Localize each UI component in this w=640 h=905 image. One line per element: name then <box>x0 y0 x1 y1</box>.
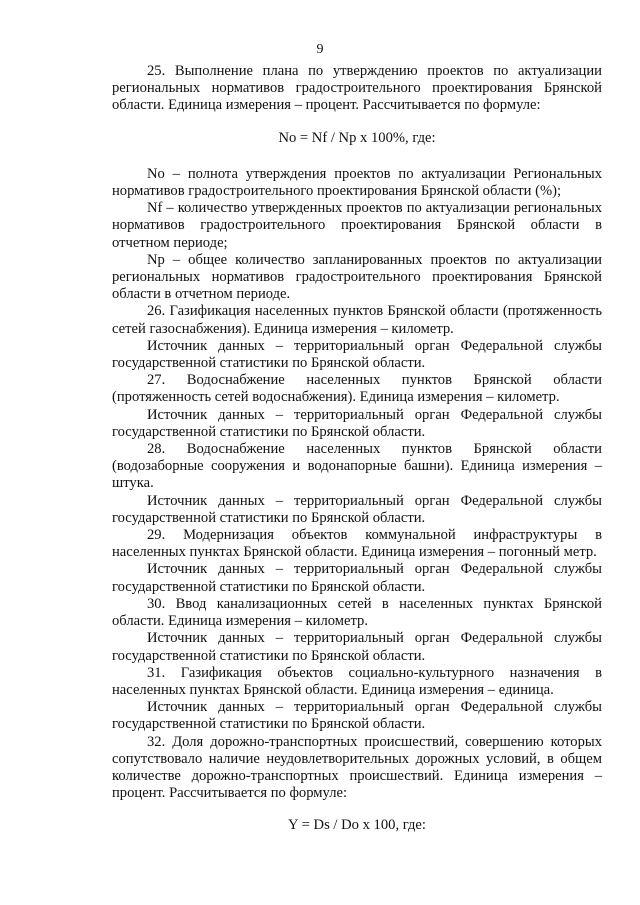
source-30: Источник данных – территориальный орган Федеральной службы государственной статистики по Брянской области. <box>112 630 602 664</box>
formula-no: No = Nf / Np x 100%, где: <box>278 129 436 146</box>
source-29: Источник данных – территориальный орган Федеральной службы государственной статистики по Брянской области. <box>112 561 602 595</box>
source-27: Источник данных – территориальный орган Федеральной службы государственной статистики по Брянской области. <box>112 406 602 440</box>
source-26: Источник данных – территориальный орган Федеральной службы государственной статистики по Брянской области. <box>112 337 602 372</box>
paragraph-30: 30. Ввод канализационных сетей в населенных пунктах Брянской области. Единица измерения – километр. <box>112 595 602 630</box>
paragraph-25: 25. Выполнение плана по утверждению проектов по актуализации региональных нормативов градостроительного проектирования Брянской области. Единица измерения – процент. Рассчитывается по формуле: <box>112 63 602 114</box>
paragraph-29: 29. Модернизация объектов коммунальной инфраструктуры в населенных пунктах Брянской области. Единица измерения – погонный метр. <box>112 527 602 561</box>
paragraph-27: 27. Водоснабжение населенных пунктов Брянской области (протяженность сетей водоснабжения). Единица измерения – километр. <box>112 372 602 406</box>
paragraph-32: 32. Доля дорожно-транспортных происшествий, совершению которых сопутствовало наличие неудовлетворительных дорожных условий, в общем количестве дорожно-транспортных происшествий. Единица измерения – процент. Рассчитывается по формуле: <box>112 733 602 802</box>
paragraph-26: 26. Газификация населенных пунктов Брянской области (протяженность сетей газоснабжения). Единица измерения – километр. <box>112 303 602 337</box>
source-31: Источник данных – территориальный орган Федеральной службы государственной статистики по Брянской области. <box>112 699 602 733</box>
page-number: 9 <box>316 42 324 57</box>
definition-nf: Nf – количество утвержденных проектов по актуализации региональных нормативов градостроительного проектирования Брянской области в отчетном периоде; <box>112 200 602 251</box>
formula-y: Y = Ds / Do x 100, где: <box>288 817 426 834</box>
paragraph-28: 28. Водоснабжение населенных пунктов Брянской области (водозаборные сооружения и водонапорные башни). Единица измерения – штука. <box>112 441 602 492</box>
source-28: Источник данных – территориальный орган Федеральной службы государственной статистики по Брянской области. <box>112 492 602 526</box>
definition-no: No – полнота утверждения проектов по актуализации Региональных нормативов градостроительного проектирования Брянской области (%); <box>112 165 602 200</box>
paragraph-31: 31. Газификация объектов социально-культурного назначения в населенных пунктах Брянской области. Единица измерения – единица. <box>112 664 602 698</box>
definition-np: Np – общее количество запланированных проектов по актуализации региональных нормативов градостроительного проектирования Брянской области в отчетном периоде. <box>112 251 602 303</box>
document-body <box>112 63 602 835</box>
